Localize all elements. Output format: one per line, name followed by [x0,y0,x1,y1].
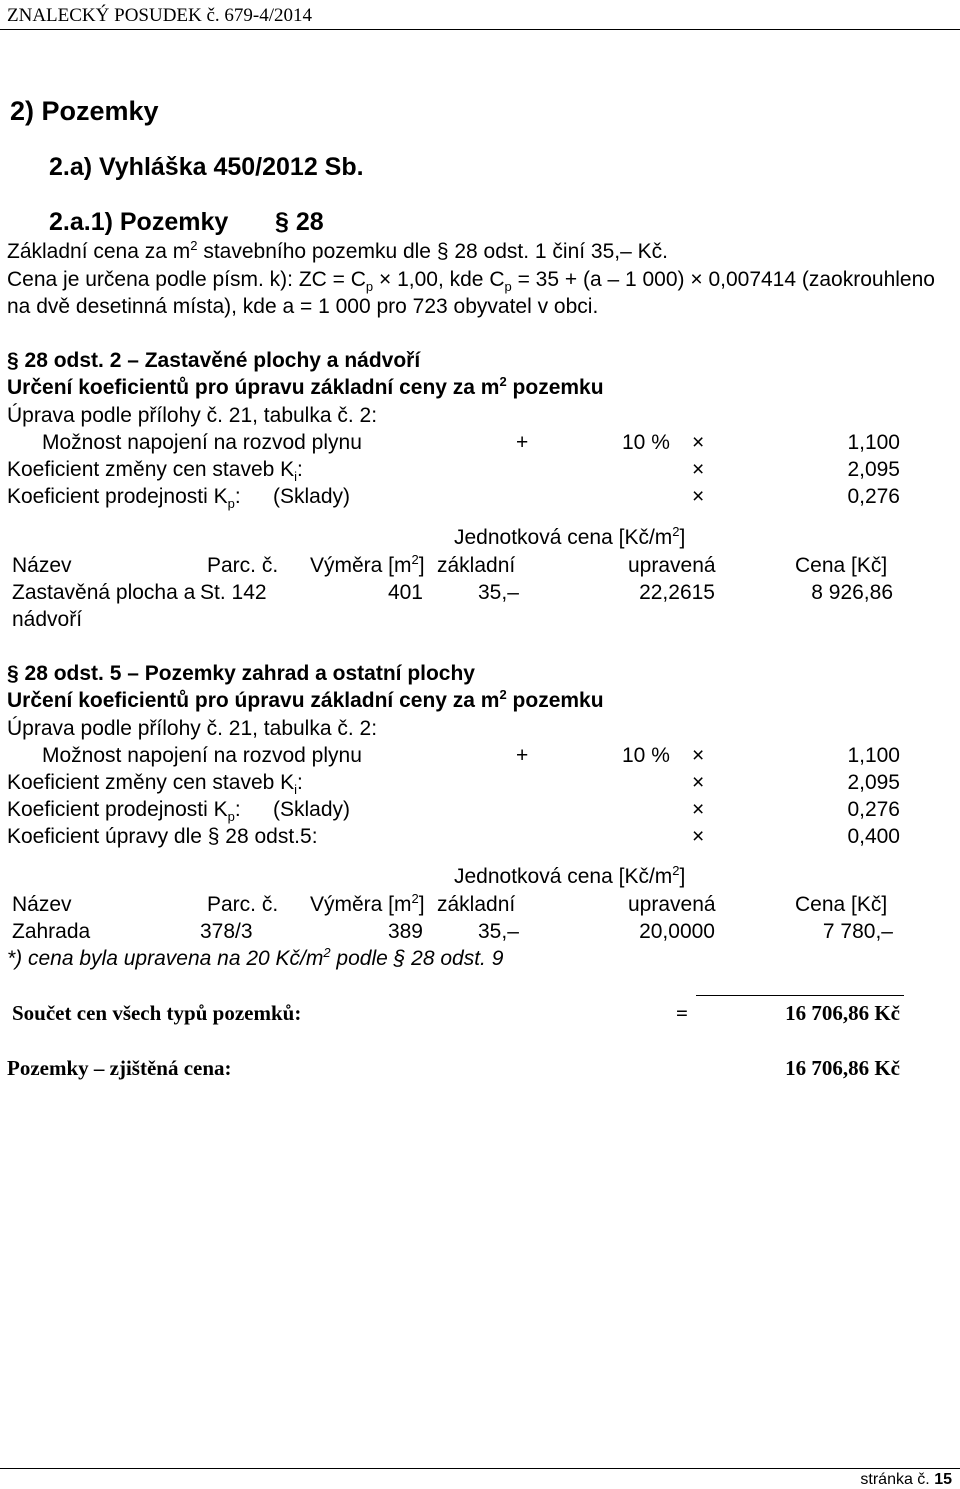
block2-row1-plus: + [516,744,529,767]
block1-title: § 28 odst. 2 – Zastavěné plochy a nádvoří [7,349,421,372]
block2-item-parc: 378/3 [200,920,253,943]
sum-equals: = [676,1001,688,1025]
block2-row4-label: Koeficient úpravy dle § 28 odst.5: [7,825,318,848]
block2-col-parc: Parc. č. [207,893,279,916]
sum-rule [696,995,904,996]
section-title: 2) Pozemky [10,96,159,126]
block1-row1-plus: + [516,431,529,454]
block2-col-area: Výměra $[m^2]$ [310,891,425,916]
block1-row1-op: × [692,431,705,454]
block1-row2-value: 2,095 [847,458,900,481]
block1-item-adjusted: 22,2615 [639,581,715,604]
final-price-label: Pozemky – zjištěná cena: [7,1056,232,1080]
price-rule-text-line2: na dvě desetinná místa), kde a = 1 000 pro 723 obyvatel v obci. [7,295,599,318]
block2-row1-pct: 10 % [622,744,670,767]
block1-item-area: 401 [387,581,423,604]
final-price-value: 16 706,86 Kč [785,1056,900,1080]
subsubsection-paragraph: § 28 [275,208,324,236]
block2-item-base: 35,– [478,920,519,943]
block1-row1-value: 1,100 [847,431,900,454]
block1-unit-price-header: Jednotková cena $[Kč/m^2]$ [454,524,686,549]
block2-col-adjusted: upravená [628,893,716,916]
block1-row3-label: Koeficient prodejnosti $K_p$: [7,485,241,512]
block2-row4-op: × [692,825,705,848]
block2-row3-op: × [692,798,705,821]
block1-col-parc: Parc. č. [207,554,279,577]
block2-row4-value: 0,400 [847,825,900,848]
block1-col-adjusted: upravená [628,554,716,577]
block1-row2-label: Koeficient změny cen staveb $K_i$: [7,458,303,485]
block2-row1-label: Možnost napojení na rozvod plynu [42,744,362,767]
block2-col-name: Název [12,893,72,916]
block2-row3-value: 0,276 [847,798,900,821]
block1-coef-title: Určení koeficientů pro úpravu základní ceny za $m^2$ pozemku [7,374,604,399]
block2-row3-label: Koeficient prodejnosti $K_p$: [7,798,241,825]
block2-col-base: základní [437,893,516,916]
block2-title: § 28 odst. 5 – Pozemky zahrad a ostatní plochy [7,662,475,685]
block2-unit-price-header: Jednotková cena $[Kč/m^2]$ [454,863,686,888]
block1-item-base: 35,– [478,581,519,604]
block1-row1-pct: 10 % [622,431,670,454]
sum-label: Součet cen všech typů pozemků: [12,1001,302,1025]
block2-row2-label: Koeficient změny cen staveb $K_i$: [7,771,303,798]
page-number: stránka č. 15 [860,1471,952,1488]
subsubsection-title: 2.a.1) Pozemky [49,208,229,236]
price-rule-text: Cena je určena podle písm. k): ZC = $C_p \times 1,00$, kde $C_p = 35 + (a - 1$ 000) × 0,007414 (zaokrouhleno [7,268,935,295]
block2-col-price: Cena [Kč] [795,893,888,916]
block2-row2-op: × [692,771,705,794]
block1-item-name-line2: nádvoří [12,608,83,631]
block1-row1-label: Možnost napojení na rozvod plynu [42,431,362,454]
block2-item-price: 7 780,– [822,920,893,943]
base-price-text: Základní cena za $m^2$ stavebního pozemku dle § 28 odst. 1 činí 35,– Kč. [7,238,668,263]
block1-col-name: Název [12,554,72,577]
block1-item-name: Zastavěná plocha a [12,581,196,604]
block1-item-parc: St. 142 [200,581,267,604]
subsection-title: 2.a) Vyhláška 450/2012 Sb. [49,153,364,181]
block2-coef-title: Určení koeficientů pro úpravu základní ceny za $m^2$ pozemku [7,687,604,712]
block2-adjust-note: Úprava podle přílohy č. 21, tabulka č. 2: [7,717,378,740]
block1-item-price: 8 926,86 [811,581,893,604]
block1-row2-op: × [692,458,705,481]
block1-row3-op: × [692,485,705,508]
block2-item-area: 389 [387,920,423,943]
block2-row2-value: 2,095 [847,771,900,794]
block1-row3-value: 0,276 [847,485,900,508]
sum-value: 16 706,86 Kč [785,1001,900,1025]
block1-adjust-note: Úprava podle přílohy č. 21, tabulka č. 2: [7,404,378,427]
block1-col-price: Cena [Kč] [795,554,888,577]
block1-col-area: Výměra $[m^2]$ [310,552,425,577]
footer-rule [0,1468,960,1469]
block2-item-adjusted: 20,0000 [639,920,715,943]
block1-row3-extra: (Sklady) [273,485,351,508]
header-rule [0,29,960,30]
block2-footnote: *) cena byla upravena na 20 $Kč/m^2$ podle § 28 odst. 9 [7,945,504,970]
block2-row1-value: 1,100 [847,744,900,767]
block2-item-name: Zahrada [12,920,91,943]
block2-row3-extra: (Sklady) [273,798,351,821]
block1-col-base: základní [437,554,516,577]
document-header: ZNALECKÝ POSUDEK č. 679-4/2014 [7,5,313,26]
block2-row1-op: × [692,744,705,767]
